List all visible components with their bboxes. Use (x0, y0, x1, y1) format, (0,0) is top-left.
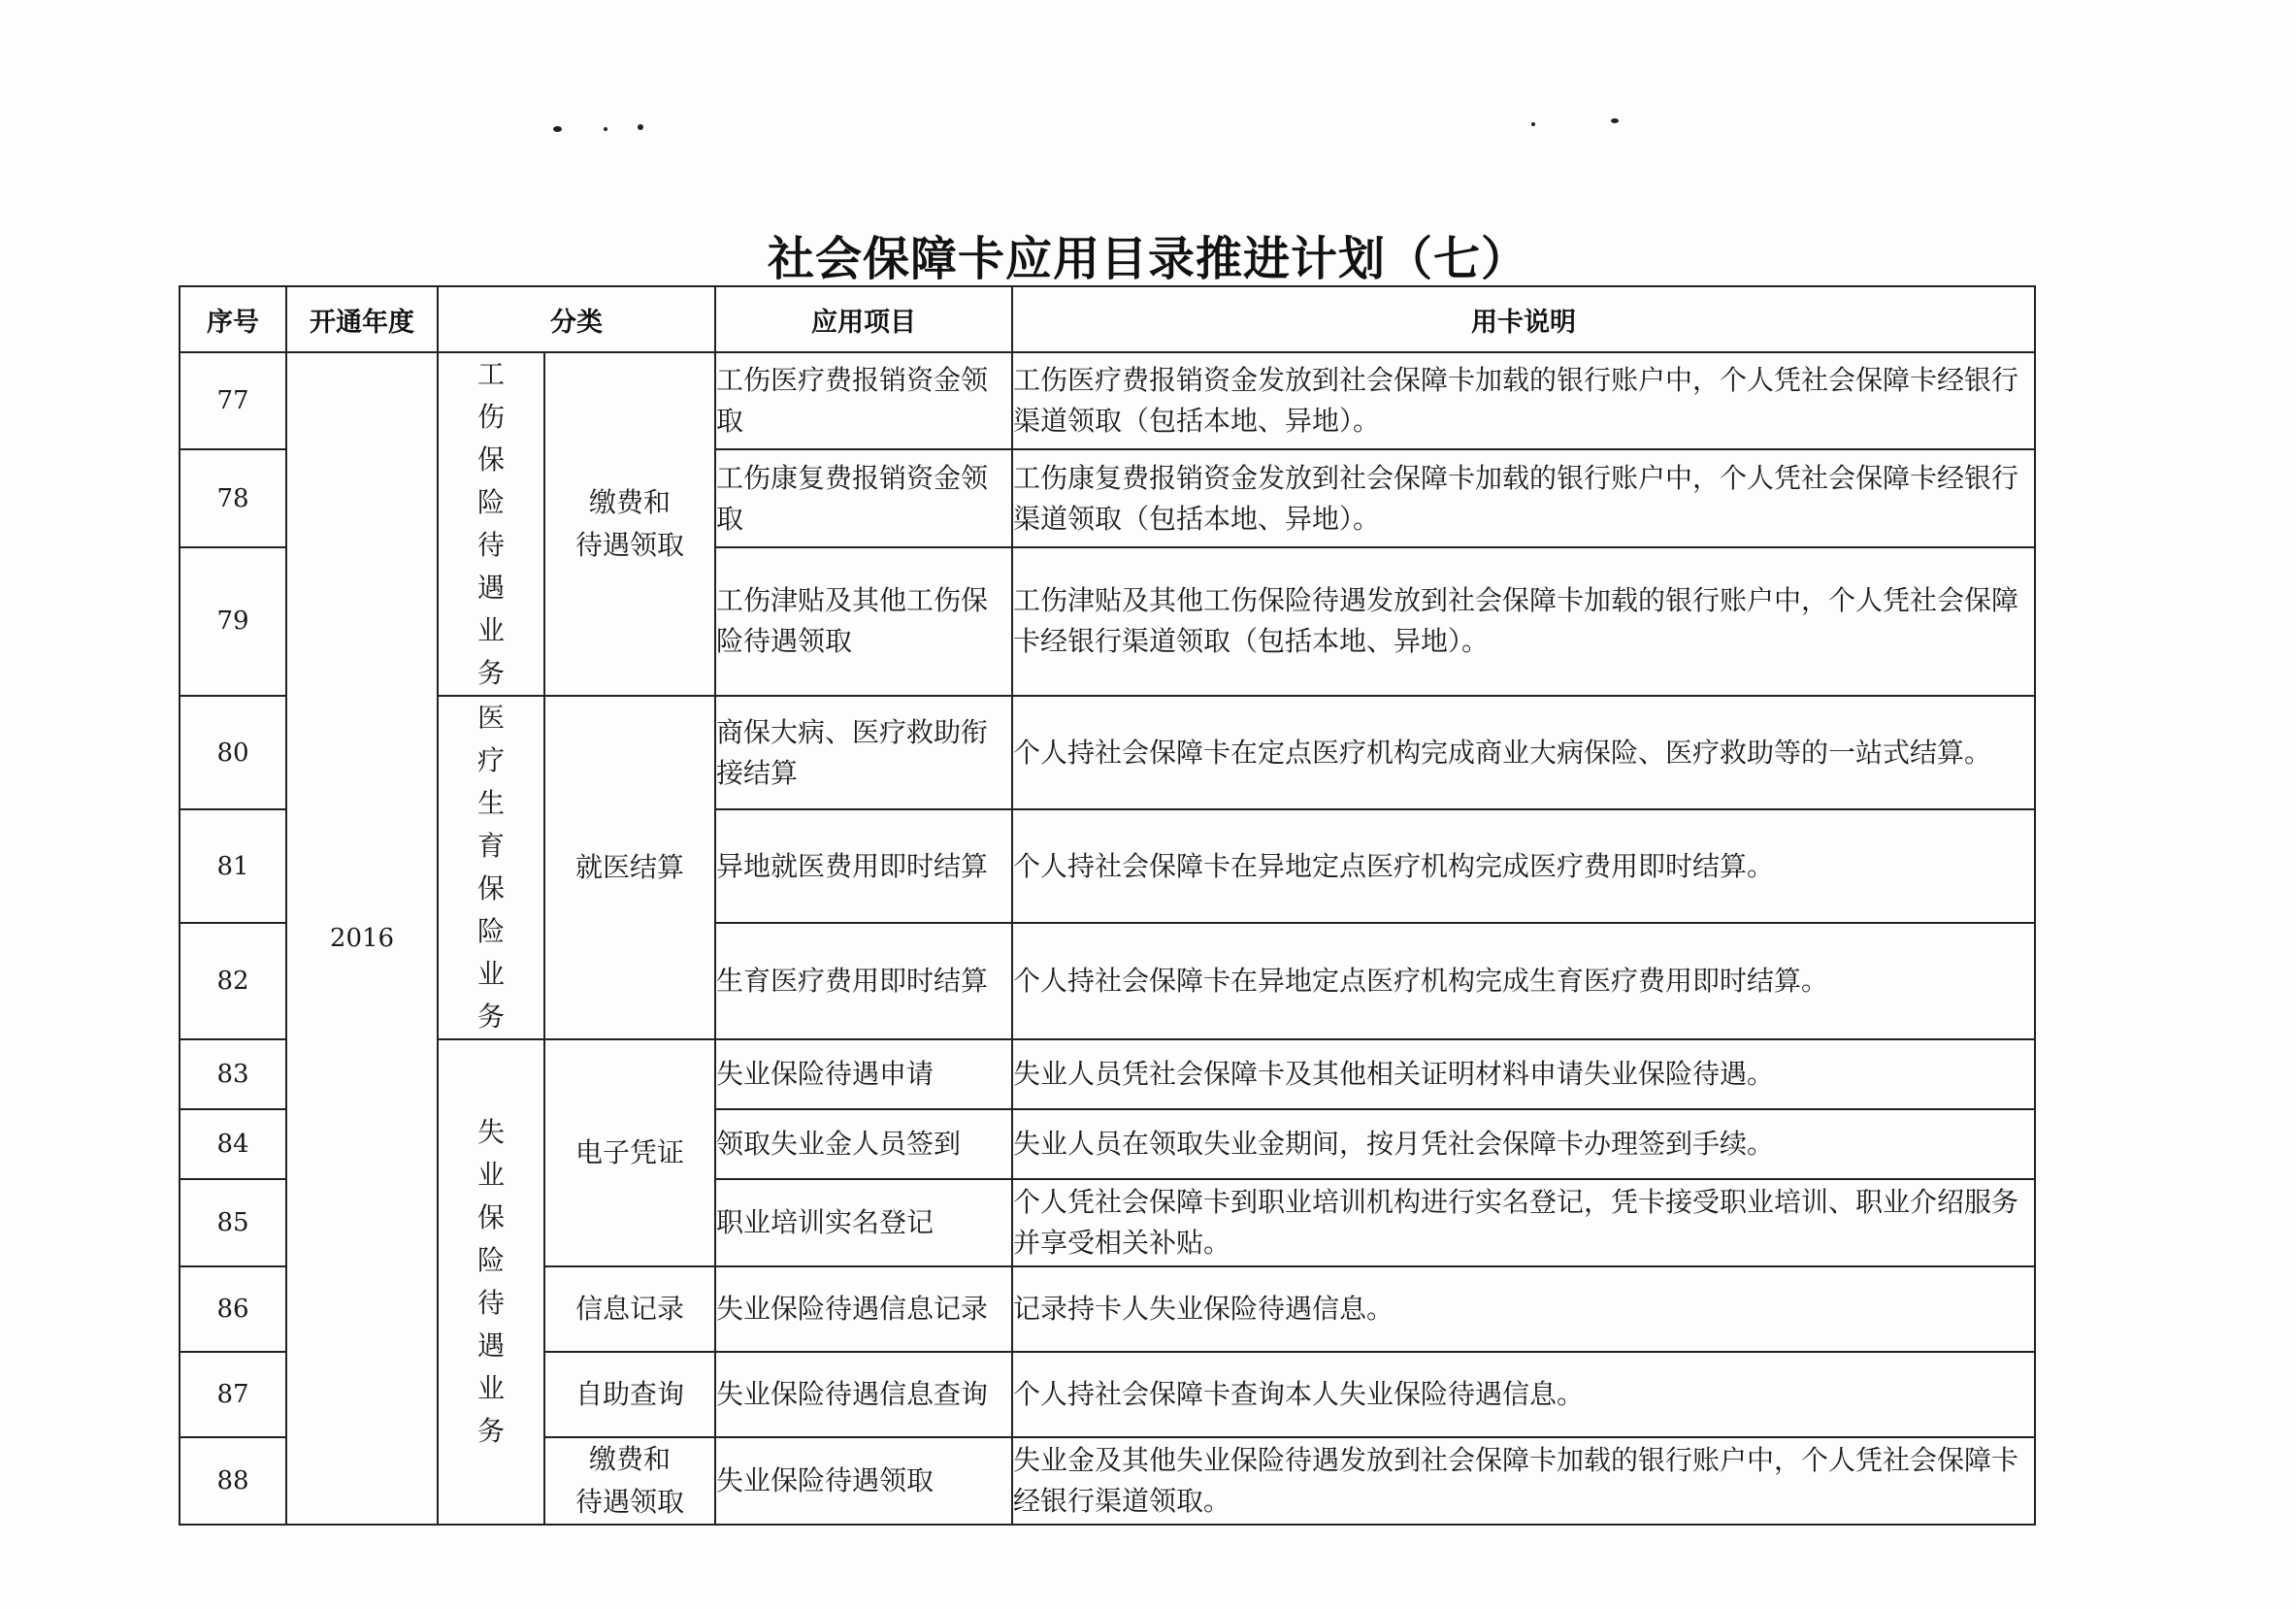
category-group-label: 工伤保险待遇业务 (476, 358, 505, 689)
card-usage-description: 个人持社会保障卡在异地定点医疗机构完成生育医疗费用即时结算。 (1012, 923, 2035, 1039)
subcategory-label: 缴费和 待遇领取 (574, 486, 684, 561)
category-group (438, 696, 544, 1039)
row-number: 85 (180, 1179, 286, 1266)
application-item: 异地就医费用即时结算 (715, 809, 1012, 923)
card-usage-description: 工伤津贴及其他工伤保险待遇发放到社会保障卡加载的银行账户中，个人凭社会保障卡经银行渠道领取（包括本地、异地）。 (1012, 547, 2035, 696)
table-row (180, 1039, 2035, 1109)
row-number: 78 (180, 449, 286, 546)
application-item: 领取失业金人员签到 (715, 1109, 1012, 1179)
row-number: 82 (180, 923, 286, 1039)
open-year: 2016 (286, 352, 438, 1525)
header-seq: 序号 (180, 286, 286, 352)
application-item: 失业保险待遇信息记录 (715, 1266, 1012, 1352)
row-number: 84 (180, 1109, 286, 1179)
document-title: 社会保障卡应用目录推进计划（七） (767, 232, 1528, 286)
card-usage-description: 记录持卡人失业保险待遇信息。 (1012, 1266, 2035, 1352)
row-number: 86 (180, 1266, 286, 1352)
scan-speck (638, 124, 643, 130)
application-item: 工伤津贴及其他工伤保险待遇领取 (715, 547, 1012, 696)
header-item: 应用项目 (715, 286, 1012, 352)
application-item: 商保大病、医疗救助衔接结算 (715, 696, 1012, 809)
table-row (180, 696, 2035, 809)
subcategory (544, 696, 715, 1039)
card-usage-description: 失业金及其他失业保险待遇发放到社会保障卡加载的银行账户中，个人凭社会保障卡经银行渠道领取。 (1012, 1437, 2035, 1525)
subcategory (544, 1352, 715, 1437)
card-usage-description: 个人持社会保障卡查询本人失业保险待遇信息。 (1012, 1352, 2035, 1437)
card-usage-description: 工伤康复费报销资金发放到社会保障卡加载的银行账户中，个人凭社会保障卡经银行渠道领取（包括本地、异地）。 (1012, 449, 2035, 546)
row-number: 88 (180, 1437, 286, 1525)
card-usage-description: 失业人员在领取失业金期间，按月凭社会保障卡办理签到手续。 (1012, 1109, 2035, 1179)
scan-speck (553, 126, 562, 132)
category-group-label: 失业保险待遇业务 (476, 1116, 505, 1447)
subcategory-label: 信息记录 (574, 1293, 684, 1325)
table-header-row (180, 286, 2035, 352)
card-usage-description: 个人凭社会保障卡到职业培训机构进行实名登记，凭卡接受职业培训、职业介绍服务并享受相关补贴。 (1012, 1179, 2035, 1266)
scan-speck (1611, 118, 1619, 123)
row-number: 87 (180, 1352, 286, 1437)
application-item: 职业培训实名登记 (715, 1179, 1012, 1266)
subcategory-label: 电子凭证 (574, 1136, 684, 1168)
row-number: 83 (180, 1039, 286, 1109)
application-item: 失业保险待遇申请 (715, 1039, 1012, 1109)
card-usage-description: 工伤医疗费报销资金发放到社会保障卡加载的银行账户中，个人凭社会保障卡经银行渠道领取（包括本地、异地）。 (1012, 352, 2035, 449)
card-usage-description: 个人持社会保障卡在定点医疗机构完成商业大病保险、医疗救助等的一站式结算。 (1012, 696, 2035, 809)
scan-speck (1531, 122, 1535, 126)
subcategory (544, 1437, 715, 1525)
application-item: 失业保险待遇领取 (715, 1437, 1012, 1525)
category-group (438, 1039, 544, 1525)
category-group (438, 352, 544, 696)
subcategory (544, 352, 715, 696)
table-row (180, 352, 2035, 449)
card-usage-description: 个人持社会保障卡在异地定点医疗机构完成医疗费用即时结算。 (1012, 809, 2035, 923)
subcategory (544, 1266, 715, 1352)
row-number: 77 (180, 352, 286, 449)
application-item: 生育医疗费用即时结算 (715, 923, 1012, 1039)
application-item: 工伤医疗费报销资金领取 (715, 352, 1012, 449)
subcategory (544, 1039, 715, 1266)
row-number: 81 (180, 809, 286, 923)
card-usage-description: 失业人员凭社会保障卡及其他相关证明材料申请失业保险待遇。 (1012, 1039, 2035, 1109)
application-item: 失业保险待遇信息查询 (715, 1352, 1012, 1437)
subcategory-label: 缴费和 待遇领取 (574, 1443, 684, 1518)
category-group-label: 医疗生育保险业务 (476, 702, 505, 1033)
application-plan-table (179, 285, 2036, 1526)
row-number: 80 (180, 696, 286, 809)
scan-speck (604, 127, 607, 131)
subcategory-label: 就医结算 (574, 851, 684, 883)
header-category: 分类 (438, 286, 715, 352)
header-description: 用卡说明 (1012, 286, 2035, 352)
header-year: 开通年度 (286, 286, 438, 352)
row-number: 79 (180, 547, 286, 696)
subcategory-label: 自助查询 (574, 1378, 684, 1410)
application-item: 工伤康复费报销资金领取 (715, 449, 1012, 546)
